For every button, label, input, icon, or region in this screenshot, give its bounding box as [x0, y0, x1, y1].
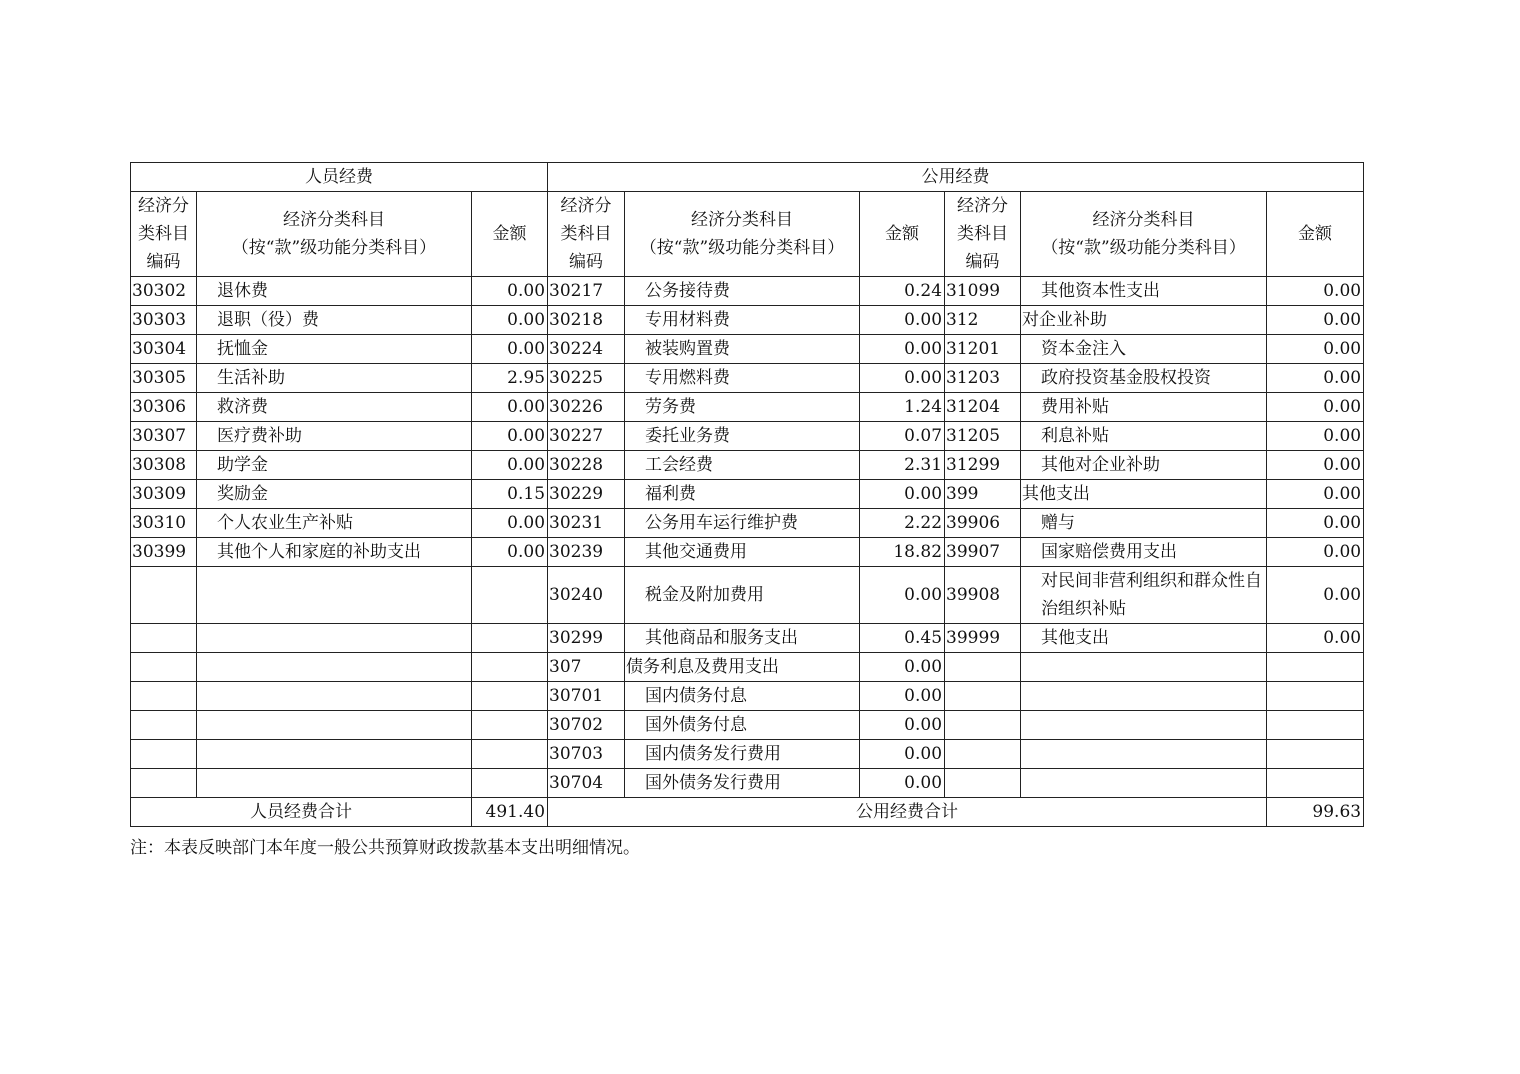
- public-name-cell: 国外债务付息: [625, 711, 860, 740]
- public2-code-cell: 31201: [945, 335, 1021, 364]
- amount-column-header: 金额: [860, 192, 945, 277]
- public2-name-cell: 费用补贴: [1021, 393, 1267, 422]
- code-header-line: 类科目: [560, 224, 612, 244]
- table-row: [131, 422, 1364, 451]
- public-amount-cell: 0.45: [860, 624, 945, 653]
- public2-amount-cell: 0.00: [1267, 335, 1364, 364]
- public-amount-cell: 1.24: [860, 393, 945, 422]
- personnel-amount-cell: [472, 711, 548, 740]
- public2-code-cell: 31299: [945, 451, 1021, 480]
- public-amount-cell: 0.24: [860, 277, 945, 306]
- table-row: [131, 740, 1364, 769]
- code-header-line: 类科目: [957, 224, 1009, 244]
- personnel-name-cell: 助学金: [197, 451, 472, 480]
- public2-code-cell: [945, 682, 1021, 711]
- public-code-cell: 30702: [548, 711, 625, 740]
- public2-amount-cell: 0.00: [1267, 422, 1364, 451]
- personnel-amount-cell: [472, 682, 548, 711]
- personnel-amount-cell: [472, 740, 548, 769]
- personnel-code-cell: [131, 711, 197, 740]
- personnel-amount-cell: 0.00: [472, 422, 548, 451]
- personnel-name-cell: [197, 653, 472, 682]
- personnel-name-cell: [197, 711, 472, 740]
- subject-header-line: 经济分类科目: [691, 210, 794, 230]
- personnel-name-cell: [197, 624, 472, 653]
- public-name-cell: 工会经费: [625, 451, 860, 480]
- public2-name-cell: 国家赔偿费用支出: [1021, 538, 1267, 567]
- public-code-cell: 30217: [548, 277, 625, 306]
- public-amount-cell: 0.00: [860, 769, 945, 798]
- public2-amount-cell: [1267, 682, 1364, 711]
- public-name-cell: 被装购置费: [625, 335, 860, 364]
- public2-name-cell: 其他资本性支出: [1021, 277, 1267, 306]
- public-code-cell: 30299: [548, 624, 625, 653]
- public2-code-cell: [945, 740, 1021, 769]
- personnel-code-cell: 30303: [131, 306, 197, 335]
- public-name-cell: 专用燃料费: [625, 364, 860, 393]
- amount-column-header: 金额: [472, 192, 548, 277]
- public-name-cell: 福利费: [625, 480, 860, 509]
- public-name-cell: 公务接待费: [625, 277, 860, 306]
- public2-name-cell: 其他对企业补助: [1021, 451, 1267, 480]
- public2-name-cell: [1021, 653, 1267, 682]
- public2-name-cell: 赠与: [1021, 509, 1267, 538]
- public2-code-cell: [945, 769, 1021, 798]
- public2-amount-cell: [1267, 653, 1364, 682]
- personnel-name-cell: 其他个人和家庭的补助支出: [197, 538, 472, 567]
- personnel-amount-cell: [472, 769, 548, 798]
- public2-code-cell: 31204: [945, 393, 1021, 422]
- public-amount-cell: 0.00: [860, 567, 945, 624]
- public2-amount-cell: 0.00: [1267, 480, 1364, 509]
- subject-column-header: [197, 192, 472, 277]
- public-amount-cell: 0.00: [860, 335, 945, 364]
- public2-amount-cell: 0.00: [1267, 624, 1364, 653]
- personnel-code-cell: 30308: [131, 451, 197, 480]
- table-row: [131, 682, 1364, 711]
- table-row: [131, 653, 1364, 682]
- public-code-cell: 307: [548, 653, 625, 682]
- public-amount-cell: 0.00: [860, 364, 945, 393]
- public-amount-cell: 0.00: [860, 480, 945, 509]
- public-name-cell: 劳务费: [625, 393, 860, 422]
- personnel-name-cell: [197, 769, 472, 798]
- public-name-cell: 其他交通费用: [625, 538, 860, 567]
- personnel-name-cell: 个人农业生产补贴: [197, 509, 472, 538]
- public2-name-cell: 对民间非营利组织和群众性自治组织补贴: [1021, 567, 1267, 624]
- public2-name-cell: 政府投资基金股权投资: [1021, 364, 1267, 393]
- personnel-name-cell: [197, 567, 472, 624]
- public2-amount-cell: 0.00: [1267, 393, 1364, 422]
- personnel-amount-cell: 0.15: [472, 480, 548, 509]
- personnel-amount-cell: 0.00: [472, 451, 548, 480]
- public2-amount-cell: 0.00: [1267, 538, 1364, 567]
- public-total-value: 99.63: [1267, 798, 1364, 827]
- public2-code-cell: 312: [945, 306, 1021, 335]
- personnel-total-value: 491.40: [472, 798, 548, 827]
- public2-amount-cell: 0.00: [1267, 364, 1364, 393]
- personnel-code-cell: [131, 567, 197, 624]
- subject-column-header: [625, 192, 860, 277]
- public2-code-cell: [945, 711, 1021, 740]
- public-code-cell: 30224: [548, 335, 625, 364]
- personnel-amount-cell: 0.00: [472, 277, 548, 306]
- personnel-total-label: 人员经费合计: [131, 798, 472, 827]
- personnel-name-cell: [197, 740, 472, 769]
- public2-name-cell: [1021, 682, 1267, 711]
- public-amount-cell: 0.00: [860, 306, 945, 335]
- personnel-name-cell: 退休费: [197, 277, 472, 306]
- public-code-cell: 30701: [548, 682, 625, 711]
- public-name-cell: 其他商品和服务支出: [625, 624, 860, 653]
- public-code-cell: 30240: [548, 567, 625, 624]
- public2-code-cell: 39907: [945, 538, 1021, 567]
- table-note: 注：本表反映部门本年度一般公共预算财政拨款基本支出明细情况。: [130, 838, 640, 858]
- amount-column-header: 金额: [1267, 192, 1364, 277]
- public-code-cell: 30218: [548, 306, 625, 335]
- table-row: [131, 769, 1364, 798]
- public-amount-cell: 0.00: [860, 711, 945, 740]
- subject-header-line: 经济分类科目: [283, 210, 385, 230]
- personnel-amount-cell: 0.00: [472, 509, 548, 538]
- public-code-cell: 30704: [548, 769, 625, 798]
- public-total-label: 公用经费合计: [548, 798, 1267, 827]
- public-amount-cell: 2.22: [860, 509, 945, 538]
- public2-name-cell: [1021, 769, 1267, 798]
- personnel-code-cell: [131, 740, 197, 769]
- public2-name-cell: [1021, 740, 1267, 769]
- public-amount-cell: 2.31: [860, 451, 945, 480]
- public-code-cell: 30226: [548, 393, 625, 422]
- table-row: [131, 306, 1364, 335]
- public2-amount-cell: 0.00: [1267, 451, 1364, 480]
- personnel-amount-cell: 0.00: [472, 393, 548, 422]
- personnel-code-cell: 30305: [131, 364, 197, 393]
- code-header-line: 经济分: [560, 196, 612, 216]
- personnel-name-cell: 生活补助: [197, 364, 472, 393]
- public2-name-cell: [1021, 711, 1267, 740]
- personnel-code-cell: [131, 682, 197, 711]
- personnel-code-cell: 30302: [131, 277, 197, 306]
- personnel-name-cell: 退职（役）费: [197, 306, 472, 335]
- code-header-line: 编码: [965, 252, 1000, 272]
- personnel-code-cell: 30306: [131, 393, 197, 422]
- public-name-cell: 国外债务发行费用: [625, 769, 860, 798]
- personnel-amount-cell: 2.95: [472, 364, 548, 393]
- personnel-amount-cell: 0.00: [472, 335, 548, 364]
- public-code-cell: 30231: [548, 509, 625, 538]
- personnel-code-cell: 30399: [131, 538, 197, 567]
- personnel-code-cell: [131, 624, 197, 653]
- public2-name-cell: 其他支出: [1021, 480, 1267, 509]
- table-row: [131, 364, 1364, 393]
- public-amount-cell: 0.07: [860, 422, 945, 451]
- public-name-cell: 税金及附加费用: [625, 567, 860, 624]
- public-name-cell: 国内债务付息: [625, 682, 860, 711]
- public-code-cell: 30228: [548, 451, 625, 480]
- table-row: [131, 538, 1364, 567]
- subject-header-line: （按“款”级功能分类科目）: [1041, 238, 1246, 258]
- public2-name-cell: 其他支出: [1021, 624, 1267, 653]
- personnel-name-cell: 医疗费补助: [197, 422, 472, 451]
- code-header-line: 编码: [569, 252, 604, 272]
- personnel-code-cell: [131, 653, 197, 682]
- table-row: [131, 480, 1364, 509]
- subject-column-header: [1021, 192, 1267, 277]
- personnel-code-cell: [131, 769, 197, 798]
- personnel-section-title: 人员经费: [131, 163, 548, 192]
- public-name-cell: 专用材料费: [625, 306, 860, 335]
- code-column-header: [548, 192, 625, 277]
- public-name-cell: 国内债务发行费用: [625, 740, 860, 769]
- table-row: [131, 624, 1364, 653]
- public2-code-cell: 39906: [945, 509, 1021, 538]
- code-column-header: [945, 192, 1021, 277]
- public2-amount-cell: 0.00: [1267, 277, 1364, 306]
- public2-code-cell: 31205: [945, 422, 1021, 451]
- public2-amount-cell: [1267, 711, 1364, 740]
- public-section-title: 公用经费: [548, 163, 1364, 192]
- public-amount-cell: 0.00: [860, 740, 945, 769]
- personnel-code-cell: 30309: [131, 480, 197, 509]
- public2-code-cell: 39908: [945, 567, 1021, 624]
- personnel-amount-cell: 0.00: [472, 306, 548, 335]
- public2-amount-cell: 0.00: [1267, 567, 1364, 624]
- code-column-header: [131, 192, 197, 277]
- public-code-cell: 30703: [548, 740, 625, 769]
- personnel-amount-cell: 0.00: [472, 538, 548, 567]
- table-row: [131, 567, 1364, 624]
- personnel-code-cell: 30310: [131, 509, 197, 538]
- public2-code-cell: 39999: [945, 624, 1021, 653]
- code-header-line: 类科目: [138, 224, 189, 244]
- public2-code-cell: [945, 653, 1021, 682]
- personnel-name-cell: 救济费: [197, 393, 472, 422]
- public-name-cell: 债务利息及费用支出: [625, 653, 860, 682]
- personnel-name-cell: [197, 682, 472, 711]
- public-amount-cell: 0.00: [860, 653, 945, 682]
- table-row: [131, 335, 1364, 364]
- table-row: [131, 277, 1364, 306]
- subject-header-line: （按“款”级功能分类科目）: [231, 238, 437, 258]
- public2-amount-cell: [1267, 769, 1364, 798]
- subject-header-line: （按“款”级功能分类科目）: [639, 238, 845, 258]
- public2-name-cell: 利息补贴: [1021, 422, 1267, 451]
- personnel-name-cell: 抚恤金: [197, 335, 472, 364]
- personnel-name-cell: 奖励金: [197, 480, 472, 509]
- public-name-cell: 委托业务费: [625, 422, 860, 451]
- public-code-cell: 30225: [548, 364, 625, 393]
- public-code-cell: 30229: [548, 480, 625, 509]
- code-header-line: 经济分: [957, 196, 1009, 216]
- public2-code-cell: 399: [945, 480, 1021, 509]
- code-header-line: 编码: [146, 252, 181, 272]
- public-code-cell: 30239: [548, 538, 625, 567]
- public2-name-cell: 资本金注入: [1021, 335, 1267, 364]
- public2-code-cell: 31203: [945, 364, 1021, 393]
- table-row: [131, 509, 1364, 538]
- public-amount-cell: 0.00: [860, 682, 945, 711]
- public2-amount-cell: 0.00: [1267, 509, 1364, 538]
- personnel-code-cell: 30307: [131, 422, 197, 451]
- personnel-amount-cell: [472, 653, 548, 682]
- expenditure-table: [130, 162, 1364, 827]
- table-row: [131, 393, 1364, 422]
- table-row: [131, 711, 1364, 740]
- personnel-code-cell: 30304: [131, 335, 197, 364]
- expenditure-table-container: [130, 162, 1364, 827]
- public2-name-cell: 对企业补助: [1021, 306, 1267, 335]
- personnel-amount-cell: [472, 567, 548, 624]
- public-amount-cell: 18.82: [860, 538, 945, 567]
- subject-header-line: 经济分类科目: [1092, 210, 1195, 230]
- code-header-line: 经济分: [138, 196, 189, 216]
- public2-code-cell: 31099: [945, 277, 1021, 306]
- public-code-cell: 30227: [548, 422, 625, 451]
- personnel-amount-cell: [472, 624, 548, 653]
- public2-amount-cell: [1267, 740, 1364, 769]
- public-name-cell: 公务用车运行维护费: [625, 509, 860, 538]
- public2-amount-cell: 0.00: [1267, 306, 1364, 335]
- table-row: [131, 451, 1364, 480]
